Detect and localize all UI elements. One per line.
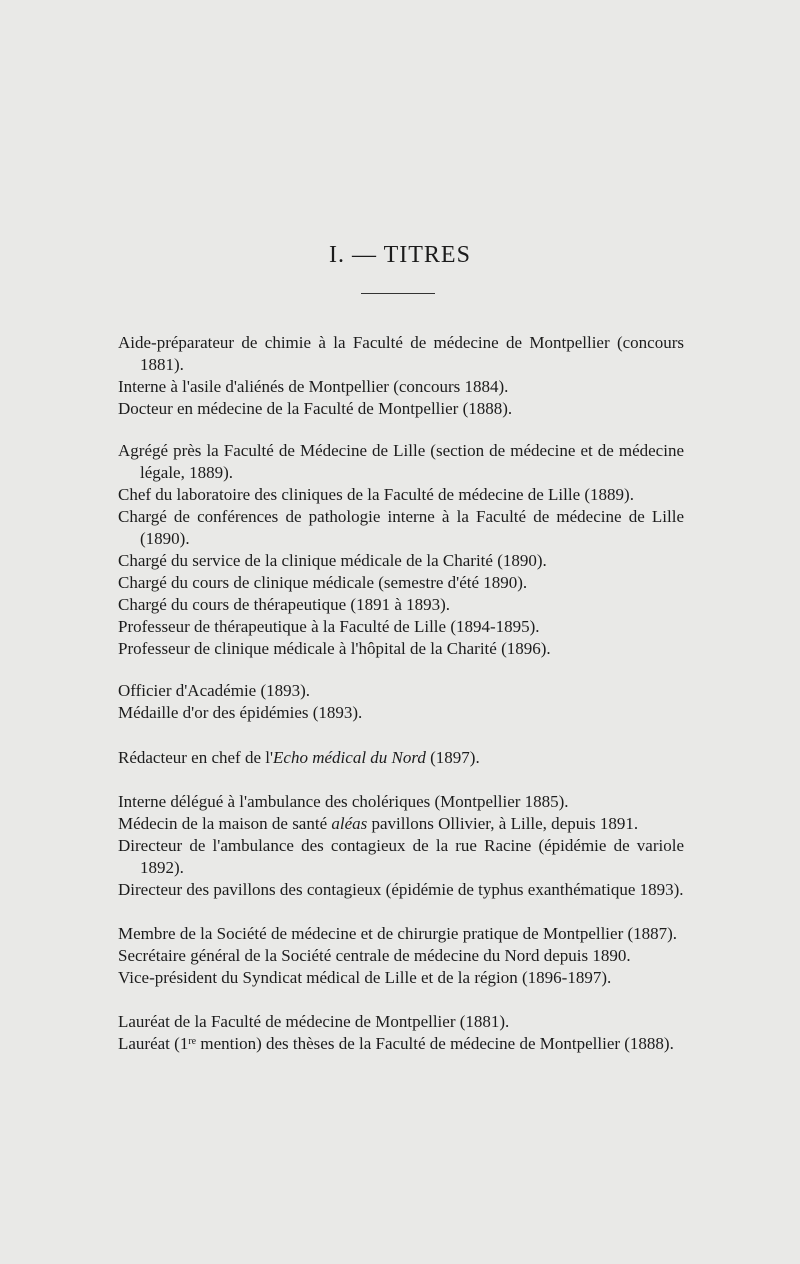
- list-entry: Docteur en médecine de la Faculté de Montpellier (1888).: [118, 399, 513, 418]
- list-entry: Lauréat de la Faculté de médecine de Montpellier (1881).: [118, 1012, 510, 1031]
- list-entry: Membre de la Société de médecine et de chirurgie pratique de Montpellier (1887).: [118, 924, 678, 943]
- list-entry: Chargé du cours de thérapeutique (1891 à 1893).: [118, 595, 451, 614]
- titles-list: [118, 332, 684, 1055]
- group-teaching-positions: [118, 440, 684, 660]
- entry-text-after: (1897).: [425, 748, 480, 767]
- list-entry: Aide-préparateur de chimie à la Faculté de médecine de Montpellier (concours 1881).: [118, 333, 684, 374]
- list-entry: Directeur des pavillons des contagieux (épidémie de typhus exanthématique 1893).: [118, 880, 684, 899]
- list-entry: Officier d'Académie (1893).: [118, 681, 311, 700]
- journal-title: Echo médical du Nord: [273, 748, 426, 767]
- group-hospital-service: [118, 791, 684, 901]
- list-entry: [118, 1033, 684, 1055]
- group-awards: [118, 1011, 684, 1055]
- list-entry: [118, 747, 684, 769]
- entry-text-after: pavillons Ollivier, à Lille, depuis 1891.: [367, 814, 639, 833]
- group-honours: [118, 680, 684, 724]
- entry-text-before: Lauréat (1: [118, 1034, 189, 1053]
- list-entry: Interne délégué à l'ambulance des cholériques (Montpellier 1885).: [118, 792, 569, 811]
- page-title: I. — TITRES: [329, 242, 471, 268]
- list-entry: [118, 813, 684, 835]
- title-rule: [361, 293, 435, 294]
- group-education: [118, 332, 684, 420]
- list-entry: Chargé du cours de clinique médicale (semestre d'été 1890).: [118, 573, 528, 592]
- italic-word: aléas: [331, 814, 368, 833]
- list-entry: Médaille d'or des épidémies (1893).: [118, 703, 363, 722]
- list-entry: Vice-président du Syndicat médical de Lille et de la région (1896-1897).: [118, 968, 612, 987]
- list-entry: Interne à l'asile d'aliénés de Montpellier (concours 1884).: [118, 377, 509, 396]
- group-societies: [118, 923, 684, 989]
- list-entry: Agrégé près la Faculté de Médecine de Lille (section de médecine et de médecine légale, 1889).: [118, 441, 684, 482]
- entry-text-before: Médecin de la maison de santé: [118, 814, 332, 833]
- list-entry: Chef du laboratoire des cliniques de la Faculté de médecine de Lille (1889).: [118, 485, 634, 504]
- list-entry: Directeur de l'ambulance des contagieux de la rue Racine (épidémie de variole 1892).: [118, 836, 684, 877]
- list-entry: Chargé du service de la clinique médicale de la Charité (1890).: [118, 551, 547, 570]
- list-entry: Secrétaire général de la Société centrale de médecine du Nord depuis 1890.: [118, 946, 631, 965]
- group-editorial: [118, 747, 684, 769]
- list-entry: Chargé de conférences de pathologie interne à la Faculté de médecine de Lille (1890).: [118, 507, 684, 548]
- entry-text-after: mention) des thèses de la Faculté de médecine de Montpellier (1888).: [196, 1034, 674, 1053]
- ordinal-superscript: re: [188, 1036, 197, 1047]
- entry-text-before: Rédacteur en chef de l': [118, 748, 274, 767]
- list-entry: Professeur de thérapeutique à la Faculté de Lille (1894-1895).: [118, 617, 540, 636]
- list-entry: Professeur de clinique médicale à l'hôpital de la Charité (1896).: [118, 639, 551, 658]
